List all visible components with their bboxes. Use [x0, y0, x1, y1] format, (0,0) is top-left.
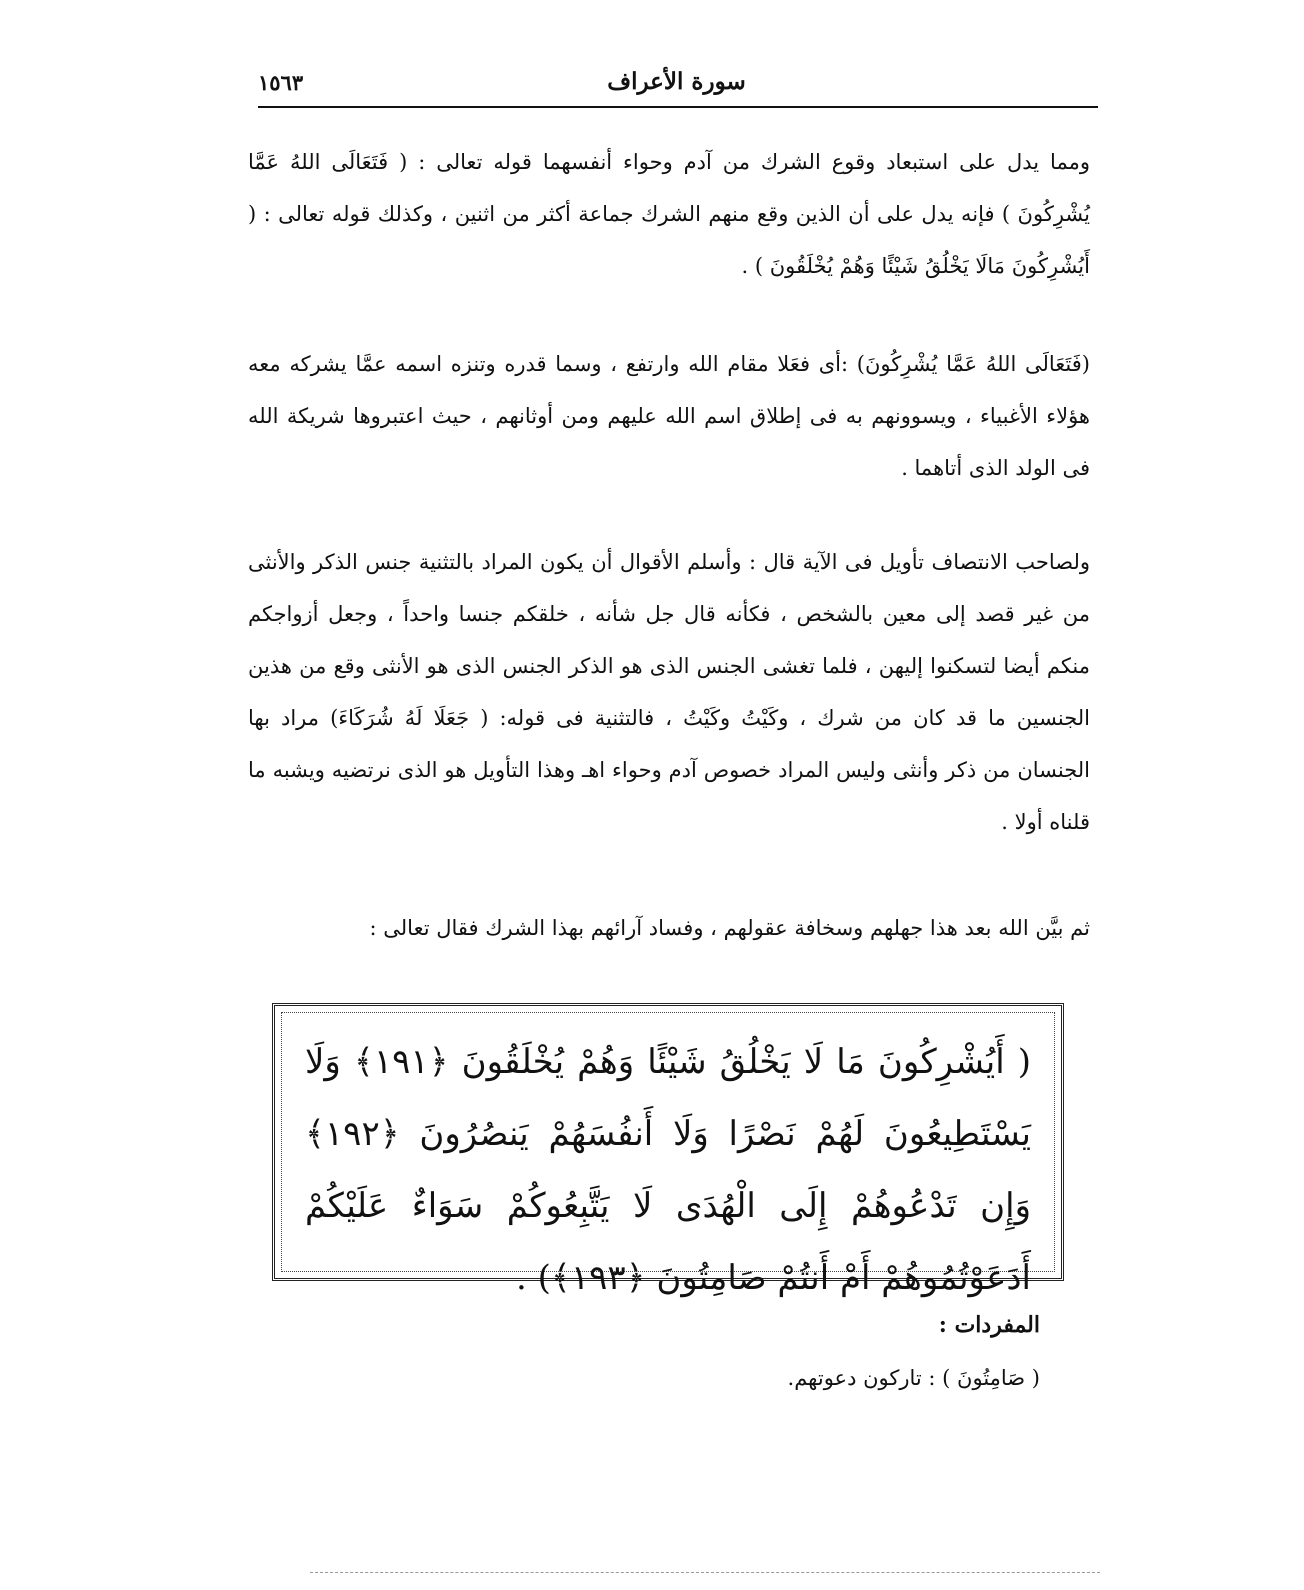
paragraph-4: ثم بيَّن الله بعد هذا جهلهم وسخافة عقولهم ، وفساد آرائهم بهذا الشرك فقال تعالى :	[369, 916, 1090, 940]
quran-verse-box	[272, 1003, 1064, 1298]
paragraph-3: ولصاحب الانتصاف تأويل فى الآية قال : وأسلم الأقوال أن يكون المراد بالتثنية جنس الذكر والأنثى من غير قصد إلى معين بالشخص ، فكأنه قال جل شأنه ، خلقكم جنسا واحداً ، وجعل أزواجكم منكم أيضا لتسكنوا إليهن ، فلما تغشى الجنس الذى هو الذكر الجنس الذى هو الأنثى وقع من هذين الجنسين ما قد كان من شرك ، وكَيْتُ وكَيْتُ ، فالتثنية فى قوله: ( جَعَلَا لَهُ شُرَكَاءَ) مراد بها الجنسان من ذكر وأنثى وليس المراد خصوص آدم وحواء اهـ وهذا التأويل هو الذى نرتضيه ويشبه ما قلناه أولا .	[248, 550, 1090, 834]
paragraph-1: ومما يدل على استبعاد وقوع الشرك من آدم وحواء أنفسهما قوله تعالى : ( فَتَعَالَى اللهُ عَمَّا يُشْرِكُونَ ) فإنه يدل على أن الذين وقع منهم الشرك جماعة أكثر من اثنين ، وكذلك قوله تعالى : ( أَيُشْرِكُونَ مَالَا يَخْلُقُ شَيْئًا وَهُمْ يُخْلَقُونَ ) .	[248, 150, 1090, 278]
header-divider	[258, 106, 1098, 108]
footer-divider	[310, 1572, 1100, 1573]
verse-text: ( أَيُشْرِكُونَ مَا لَا يَخْلُقُ شَيْئًا وَهُمْ يُخْلَقُونَ ﴿١٩١﴾ وَلَا يَسْتَطِيعُونَ لَهُمْ نَصْرًا وَلَا أَنفُسَهُمْ يَنصُرُونَ ﴿١٩٢﴾ وَإِن تَدْعُوهُمْ إِلَى الْهُدَى لَا يَتَّبِعُوكُمْ سَوَاءٌ عَلَيْكُمْ أَدَعَوْتُمُوهُمْ أَمْ أَنتُمْ صَامِتُونَ ﴿١٩٣﴾) .	[305, 1042, 1031, 1298]
page-header	[258, 66, 1095, 104]
vocabulary-entry: ( صَامِتُونَ ) : تاركون دعوتهم.	[787, 1366, 1040, 1390]
paragraph-2: (فَتَعَالَى اللهُ عَمَّا يُشْرِكُونَ) :أى فعَلا مقام الله وارتفع ، وسما قدره وتنزه اسمه عمَّا يشركه معه هؤلاء الأغبياء ، ويسوونهم به فى إطلاق اسم الله عليهم ومن أوثانهم ، حيث اعتبروها شريكة الله فى الولد الذى أتاهما .	[248, 352, 1090, 480]
vocabulary-heading: المفردات :	[938, 1312, 1040, 1338]
surah-title: سورة الأعراف	[607, 68, 746, 95]
page-number: ١٥٦٣	[258, 70, 304, 95]
